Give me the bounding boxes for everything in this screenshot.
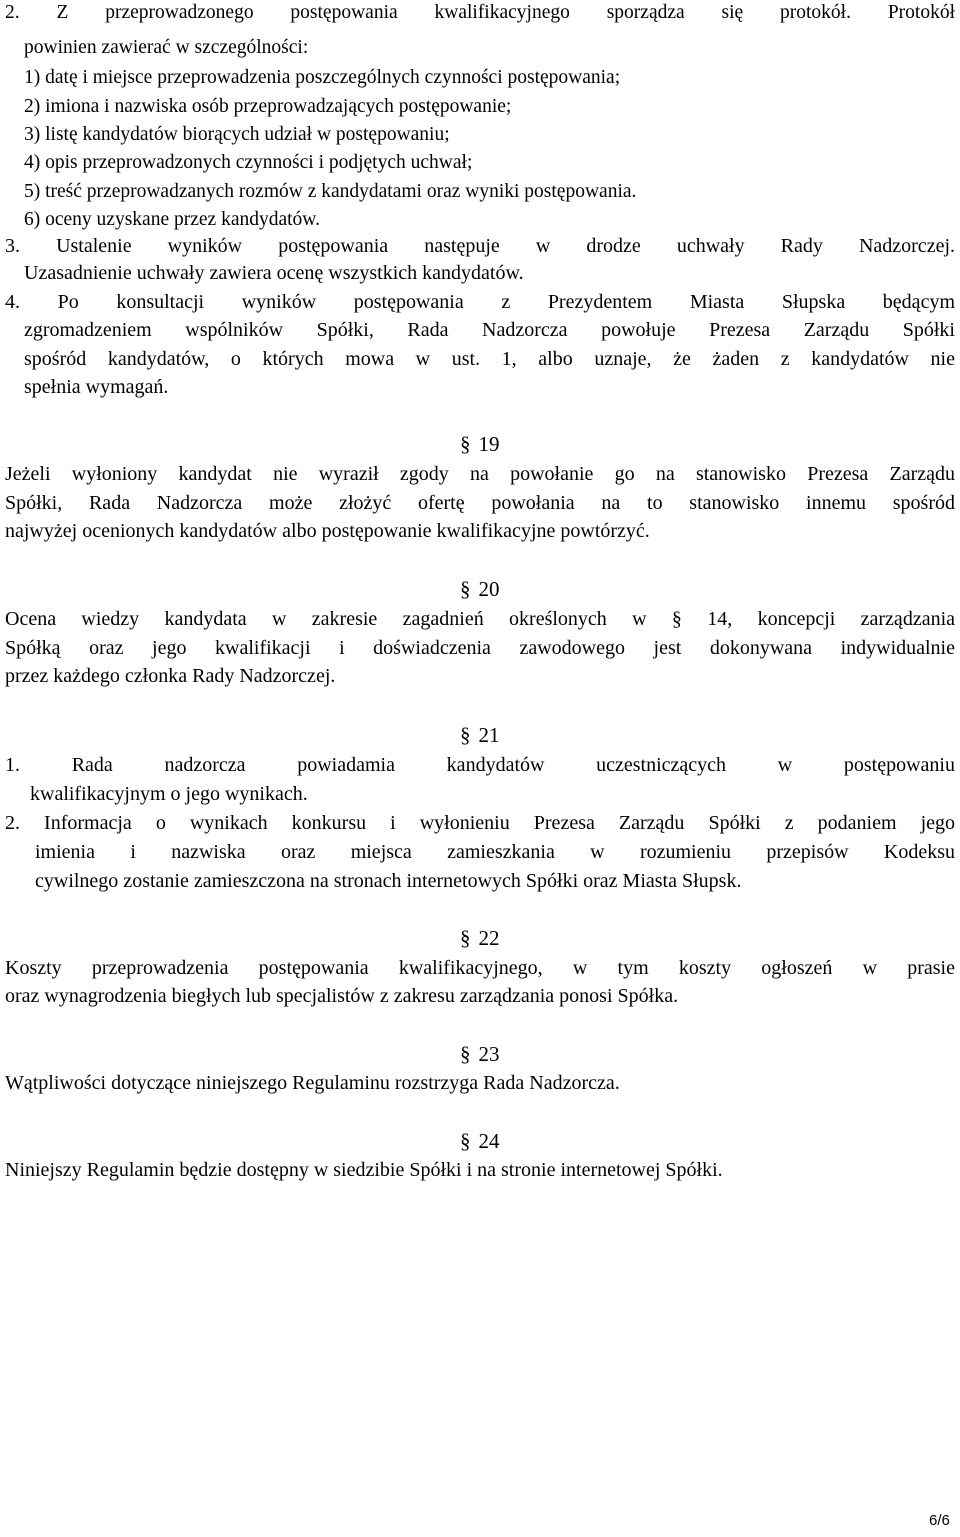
section-symbol: § xyxy=(460,1129,471,1153)
section-symbol: § xyxy=(460,926,471,950)
section-22-line-1: Koszty przeprowadzenia postępowania kwalifikacyjnego, w tym koszty ogłoszeń w prasie xyxy=(5,957,955,979)
paragraph-4-line-4: spełnia wymagań. xyxy=(24,376,169,398)
paragraph-4-line-1: 4. Po konsultacji wyników postępowania z Prezydentem Miasta Słupska będącym xyxy=(5,291,955,313)
paragraph-3-line-2: Uzasadnienie uchwały zawiera ocenę wszystkich kandydatów. xyxy=(24,262,524,284)
section-20-line-3: przez każdego członka Rady Nadzorczej. xyxy=(5,665,336,687)
section-symbol: § xyxy=(460,432,471,456)
section-number: 24 xyxy=(478,1129,500,1153)
section-24-line-1: Niniejszy Regulamin będzie dostępny w siedzibie Spółki i na stronie internetowej Spółki. xyxy=(5,1159,723,1181)
paragraph-3-line-1: 3. Ustalenie wyników postępowania następuje w drodze uchwały Rady Nadzorczej. xyxy=(5,235,955,257)
section-21-heading xyxy=(460,725,500,746)
section-symbol: § xyxy=(460,1042,471,1066)
list-item-2: 2) imiona i nazwiska osób przeprowadzających postępowanie; xyxy=(24,96,512,117)
section-number: 19 xyxy=(478,432,500,456)
section-21-line-2: kwalifikacyjnym o jego wynikach. xyxy=(30,783,308,805)
section-number: 21 xyxy=(478,723,500,747)
list-item-1: 1) datę i miejsce przeprowadzenia poszczególnych czynności postępowania; xyxy=(24,67,621,88)
section-22-line-2: oraz wynagrodzenia biegłych lub specjalistów z zakresu zarządzania ponosi Spółka. xyxy=(5,985,679,1007)
section-24-heading xyxy=(460,1131,500,1152)
section-23-line-1: Wątpliwości dotyczące niniejszego Regulaminu rozstrzyga Rada Nadzorcza. xyxy=(5,1072,620,1094)
section-19-line-1: Jeżeli wyłoniony kandydat nie wyraził zgody na powołanie go na stanowisko Prezesa Zarządu xyxy=(5,463,955,485)
list-item-4: 4) opis przeprowadzonych czynności i podjętych uchwał; xyxy=(24,152,473,173)
list-item-6: 6) oceny uzyskane przez kandydatów. xyxy=(24,209,320,230)
section-22-heading xyxy=(460,928,500,949)
section-23-heading xyxy=(460,1044,500,1065)
paragraph-2-line-2: powinien zawierać w szczególności: xyxy=(24,37,309,58)
section-number: 22 xyxy=(478,926,500,950)
list-item-5: 5) treść przeprowadzanych rozmów z kandydatami oraz wyniki postępowania. xyxy=(24,181,637,202)
page-number: 6/6 xyxy=(929,1512,950,1529)
section-21-line-5: cywilnego zostanie zamieszczona na stronach internetowych Spółki oraz Miasta Słupsk. xyxy=(35,870,742,892)
section-21-line-1: 1. Rada nadzorcza powiadamia kandydatów uczestniczących w postępowaniu xyxy=(5,754,955,776)
list-item-3: 3) listę kandydatów biorących udział w postępowaniu; xyxy=(24,124,450,145)
section-20-line-1: Ocena wiedzy kandydata w zakresie zagadnień określonych w § 14, koncepcji zarządzania xyxy=(5,608,955,630)
section-20-heading xyxy=(460,579,500,600)
section-symbol: § xyxy=(460,723,471,747)
paragraph-4-line-2: zgromadzeniem wspólników Spółki, Rada Nadzorcza powołuje Prezesa Zarządu Spółki xyxy=(24,319,955,341)
section-number: 23 xyxy=(478,1042,500,1066)
section-number: 20 xyxy=(478,577,500,601)
section-19-heading xyxy=(460,434,500,455)
section-21-line-3: 2. Informacja o wynikach konkursu i wyłonieniu Prezesa Zarządu Spółki z podaniem jego xyxy=(5,812,955,834)
section-21-line-4: imienia i nazwiska oraz miejsca zamieszkania w rozumieniu przepisów Kodeksu xyxy=(35,841,955,863)
paragraph-2-line-1: 2. Z przeprowadzonego postępowania kwalifikacyjnego sporządza się protokół. Protokół xyxy=(5,2,955,23)
paragraph-4-line-3: spośród kandydatów, o których mowa w ust. 1, albo uznaje, że żaden z kandydatów nie xyxy=(24,348,955,370)
section-symbol: § xyxy=(460,577,471,601)
section-19-line-2: Spółki, Rada Nadzorcza może złożyć ofertę powołania na to stanowisko innemu spośród xyxy=(5,492,955,514)
section-20-line-2: Spółką oraz jego kwalifikacji i doświadczenia zawodowego jest dokonywana indywidualnie xyxy=(5,637,955,659)
section-19-line-3: najwyżej ocenionych kandydatów albo postępowanie kwalifikacyjne powtórzyć. xyxy=(5,520,650,542)
